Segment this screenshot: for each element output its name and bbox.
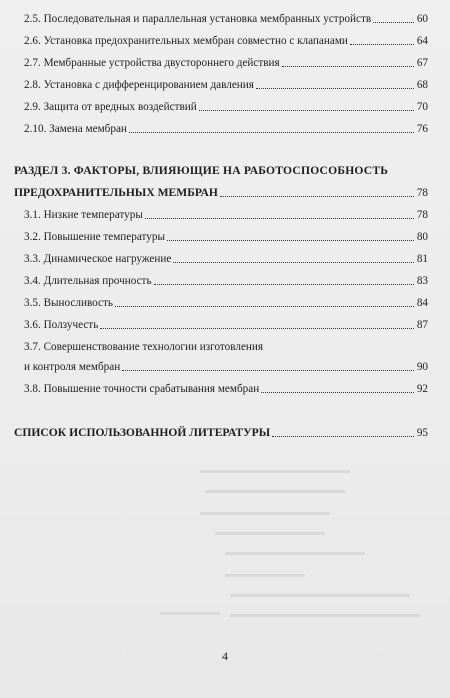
toc-entry-references xyxy=(14,426,428,440)
toc-page-number: 95 xyxy=(416,427,428,439)
toc-page-number: 81 xyxy=(416,253,428,265)
section-3-heading-line2 xyxy=(14,186,428,200)
toc-page-number: 70 xyxy=(416,101,428,113)
toc-page-number: 84 xyxy=(416,297,428,309)
toc-entry-2-6 xyxy=(24,34,428,48)
toc-page-number: 60 xyxy=(416,13,428,25)
toc-entry-label: 3.2. Повышение температуры xyxy=(24,231,165,243)
toc-page-number: 90 xyxy=(416,361,428,373)
toc-entry-3-8 xyxy=(24,382,428,396)
toc-entry-label: 3.1. Низкие температуры xyxy=(24,209,143,221)
toc-entry-3-2 xyxy=(24,230,428,244)
toc-page-number: 68 xyxy=(416,79,428,91)
toc-entry-label: 3.4. Длительная прочность xyxy=(24,275,152,287)
toc-entry-3-6 xyxy=(24,318,428,332)
toc-page-number: 78 xyxy=(416,187,428,199)
toc-entry-label: 3.6. Ползучесть xyxy=(24,319,99,331)
dot-leader xyxy=(145,217,414,219)
toc-page-number: 78 xyxy=(416,209,428,221)
toc-entry-label-continued: и контроля мембран xyxy=(24,361,121,373)
toc-entry-3-7-line1 xyxy=(24,340,428,354)
section-3-heading-text: ПРЕДОХРАНИТЕЛЬНЫХ МЕМБРАН xyxy=(14,186,218,199)
toc-entry-2-5 xyxy=(24,12,428,26)
dot-leader xyxy=(199,109,414,111)
toc-page-number: 87 xyxy=(416,319,428,331)
toc-entry-label: 2.6. Установка предохранительных мембран совместно с клапанами xyxy=(24,35,348,47)
page-number: 4 xyxy=(222,649,228,663)
dot-leader xyxy=(272,435,414,437)
toc-entry-label: 2.9. Защита от вредных воздействий xyxy=(24,101,197,113)
dot-leader xyxy=(154,283,414,285)
toc-entry-2-7 xyxy=(24,56,428,70)
toc-entry-label: 2.7. Мембранные устройства двустороннего действия xyxy=(24,57,280,69)
toc-page-number: 76 xyxy=(416,123,428,135)
toc-entry-label: 2.10. Замена мембран xyxy=(24,123,127,135)
toc-page-number: 80 xyxy=(416,231,428,243)
toc-entry-3-7-line2 xyxy=(24,360,428,374)
toc-entry-label: 2.8. Установка с дифференцированием давления xyxy=(24,79,254,91)
section-3-heading-line1: РАЗДЕЛ 3. ФАКТОРЫ, ВЛИЯЮЩИЕ НА РАБОТОСПОСОБНОСТЬ xyxy=(14,164,389,177)
dot-leader xyxy=(173,261,414,263)
toc-entry-2-9 xyxy=(24,100,428,114)
toc-page-number: 64 xyxy=(416,35,428,47)
dot-leader xyxy=(167,239,414,241)
dot-leader xyxy=(350,43,414,45)
toc-entry-label: 3.3. Динамическое нагружение xyxy=(24,253,172,265)
dot-leader xyxy=(261,391,414,393)
toc-entry-label: 3.7. Совершенствование технологии изготовления xyxy=(24,341,264,353)
toc-page-number: 83 xyxy=(416,275,428,287)
toc-entry-2-10 xyxy=(24,122,428,136)
toc-entry-2-8 xyxy=(24,78,428,92)
toc-entry-3-5 xyxy=(24,296,428,310)
dot-leader xyxy=(122,369,414,371)
toc-entry-label: 3.5. Выносливость xyxy=(24,297,113,309)
dot-leader xyxy=(256,87,414,89)
toc-page-number: 67 xyxy=(416,57,428,69)
dot-leader xyxy=(220,195,414,197)
dot-leader xyxy=(100,327,414,329)
dot-leader xyxy=(282,65,414,67)
toc-entry-3-1 xyxy=(24,208,428,222)
toc-entry-3-4 xyxy=(24,274,428,288)
dot-leader xyxy=(115,305,414,307)
references-label: СПИСОК ИСПОЛЬЗОВАННОЙ ЛИТЕРАТУРЫ xyxy=(14,426,271,439)
toc-page-number: 92 xyxy=(416,383,428,395)
toc-entry-3-3 xyxy=(24,252,428,266)
toc-entry-label: 2.5. Последовательная и параллельная установка мембранных устройств xyxy=(24,13,372,25)
toc-entry-label: 3.8. Повышение точности срабатывания мембран xyxy=(24,383,260,395)
dot-leader xyxy=(373,21,414,23)
dot-leader xyxy=(129,131,414,133)
